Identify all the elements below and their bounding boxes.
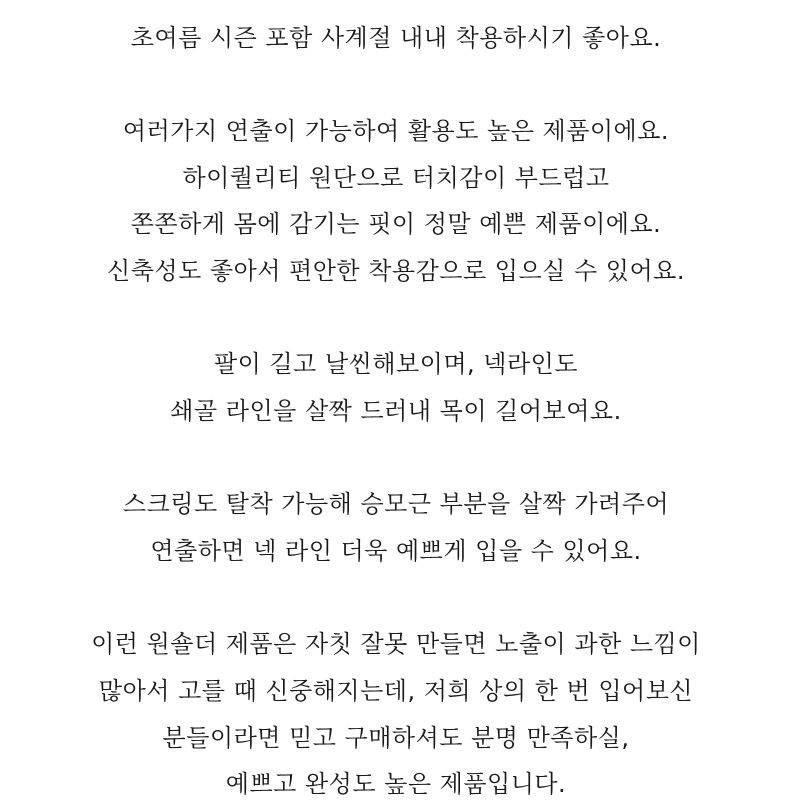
text-line: 이런 원숄더 제품은 자칫 잘못 만들면 노출이 과한 느낌이: [91, 630, 701, 658]
text-line: 여러가지 연출이 가능하여 활용도 높은 제품이에요.: [122, 117, 670, 145]
text-line: 팔이 길고 날씬해보이며, 넥라인도: [213, 350, 579, 378]
text-line: 분들이라면 믿고 구매하셔도 분명 만족하실,: [162, 724, 630, 752]
text-line: 하이퀄리티 원단으로 터치감이 부드럽고: [182, 164, 610, 192]
text-line: 연출하면 넥 라인 더욱 예쁘게 입을 수 있어요.: [150, 537, 642, 565]
text-line: 스크링도 탈착 가능해 승모근 부분을 살짝 가려주어: [122, 490, 670, 518]
text-line: 초여름 시즌 포함 사계절 내내 착용하시기 좋아요.: [130, 24, 662, 52]
text-line: 쇄골 라인을 살짝 드러내 목이 길어보여요.: [170, 397, 622, 425]
text-line: 쫀쫀하게 몸에 감기는 핏이 정말 예쁜 제품이에요.: [130, 210, 662, 238]
text-line: 많아서 고를 때 신중해지는데, 저희 상의 한 번 입어보신: [98, 677, 694, 705]
text-line: 신축성도 좋아서 편안한 착용감으로 입으실 수 있어요.: [107, 257, 685, 285]
text-line: 예쁘고 완성도 높은 제품입니다.: [225, 770, 567, 798]
